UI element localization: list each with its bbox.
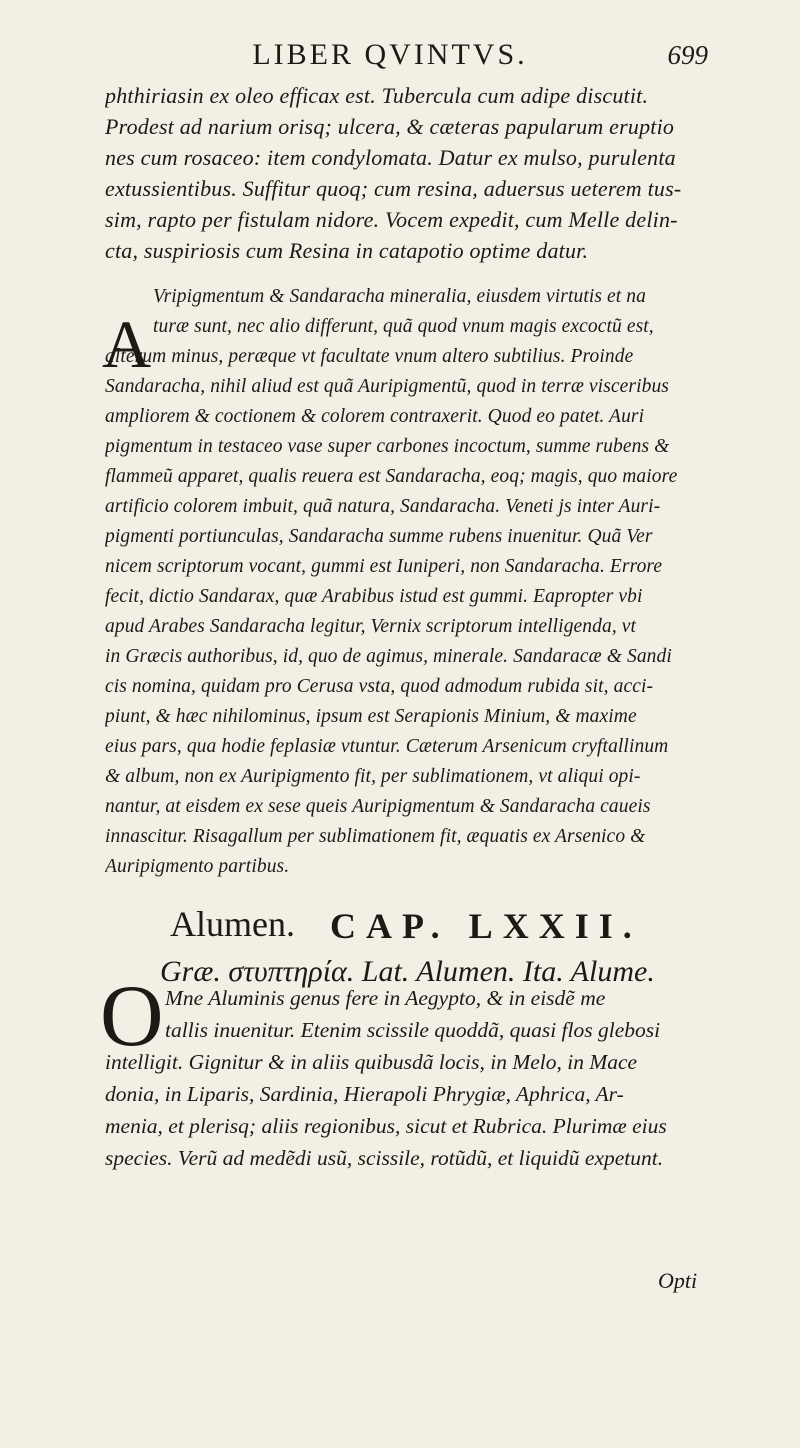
text-line: nes cum rosaceo: item condylomata. Datur ex mulso, purulenta <box>105 145 676 170</box>
paragraph-auripigmentum <box>105 282 715 882</box>
text-line: phthiriasin ex oleo efficax est. Tubercula cum adipe discutit. <box>105 83 649 108</box>
text-line: apud Arabes Sandaracha legitur, Vernix scriptorum intelligenda, vt <box>105 616 637 637</box>
paragraph-alumen <box>105 982 715 1174</box>
catchword: Opti <box>658 1268 698 1293</box>
text-line: ampliorem & coctionem & colorem contraxerit. Quod eo patet. Auri <box>105 406 645 427</box>
text-line: tallis inuenitur. Etenim scissile quoddã, quasi flos glebosi <box>165 1018 661 1042</box>
text-line: in Græcis authoribus, id, quo de agimus, minerale. Sandaracæ & Sandi <box>105 646 672 667</box>
text-line: species. Verũ ad medẽdi usũ, scissile, rotũdũ, et liquidũ expetunt. <box>105 1146 664 1170</box>
text-line: Mne Aluminis genus fere in Aegypto, & in eisdẽ me <box>165 986 606 1010</box>
running-title: LIBER QVINTVS. <box>252 38 528 71</box>
page-number: 699 <box>667 40 708 70</box>
text-line: donia, in Liparis, Sardinia, Hierapoli Phrygiæ, Aphrica, Ar- <box>105 1082 624 1106</box>
page-header <box>0 38 800 78</box>
text-line: fecit, dictio Sandarax, quæ Arabibus istud est gummi. Eapropter vbi <box>105 586 643 607</box>
drop-cap-initial: A <box>102 306 152 382</box>
text-line: artificio colorem imbuit, quã natura, Sandaracha. Veneti js inter Auri- <box>105 496 661 517</box>
chapter-title: Alumen. <box>170 904 295 944</box>
text-line: menia, et plerisq; aliis regionibus, sicut et Rubrica. Plurimæ eius <box>105 1114 667 1138</box>
text-line: intelligit. Gignitur & in aliis quibusdã locis, in Melo, in Mace <box>105 1050 638 1074</box>
text-line: nantur, at eisdem ex sese queis Auripigmentum & Sandaracha caueis <box>105 796 651 817</box>
text-line: innascitur. Risagallum per sublimationem fit, æquatis ex Arsenico & <box>105 826 646 847</box>
text-line: cis nomina, quidam pro Cerusa vsta, quod admodum rubida sit, acci- <box>105 676 654 697</box>
text-line: Vripigmentum & Sandaracha mineralia, eiusdem virtutis et na <box>153 286 646 307</box>
text-line: & album, non ex Auripigmento fit, per sublimationem, vt aliqui opi- <box>105 766 641 787</box>
paragraph-continuation <box>105 80 715 266</box>
text-line: sim, rapto per fistulam nidore. Vocem expedit, cum Melle delin- <box>105 207 678 232</box>
text-line: pigmenti portiunculas, Sandaracha summe rubens inuenitur. Quã Ver <box>105 526 653 547</box>
text-line: flammeũ apparet, qualis reuera est Sandaracha, eoq; magis, quo maiore <box>105 466 678 487</box>
text-line: nicem scriptorum vocant, gummi est Iuniperi, non Sandaracha. Errore <box>105 556 663 577</box>
text-line: piunt, & hæc nihilominus, ipsum est Serapionis Minium, & maxime <box>105 706 637 727</box>
text-line: extussientibus. Suffitur quoq; cum resina, aduersus ueterem tus- <box>105 176 682 201</box>
text-line: pigmentum in testaceo vase super carbones incoctum, summe rubens & <box>105 436 670 457</box>
chapter-synonyms: Græ. στυπτηρία. Lat. Alumen. Ita. Alume. <box>160 955 655 988</box>
drop-cap-initial: O <box>100 968 164 1065</box>
text-line: Auripigmento partibus. <box>105 856 290 877</box>
text-line: eius pars, qua hodie feplasiæ vtuntur. Cæterum Arsenicum cryftallinum <box>105 736 669 757</box>
text-line: Prodest ad narium orisq; ulcera, & cæteras papularum eruptio <box>105 114 675 139</box>
text-line: cta, suspiriosis cum Resina in catapotio optime datur. <box>105 238 589 263</box>
chapter-heading <box>170 903 730 949</box>
text-line: alterum minus, peræque vt facultate vnum altero subtilius. Proinde <box>105 346 634 367</box>
text-line: Sandaracha, nihil aliud est quã Auripigmentũ, quod in terræ visceribus <box>105 376 669 397</box>
text-line: turæ sunt, nec alio differunt, quã quod vnum magis excoctũ est, <box>153 316 654 337</box>
chapter-number: CAP. LXXII. <box>330 906 642 946</box>
